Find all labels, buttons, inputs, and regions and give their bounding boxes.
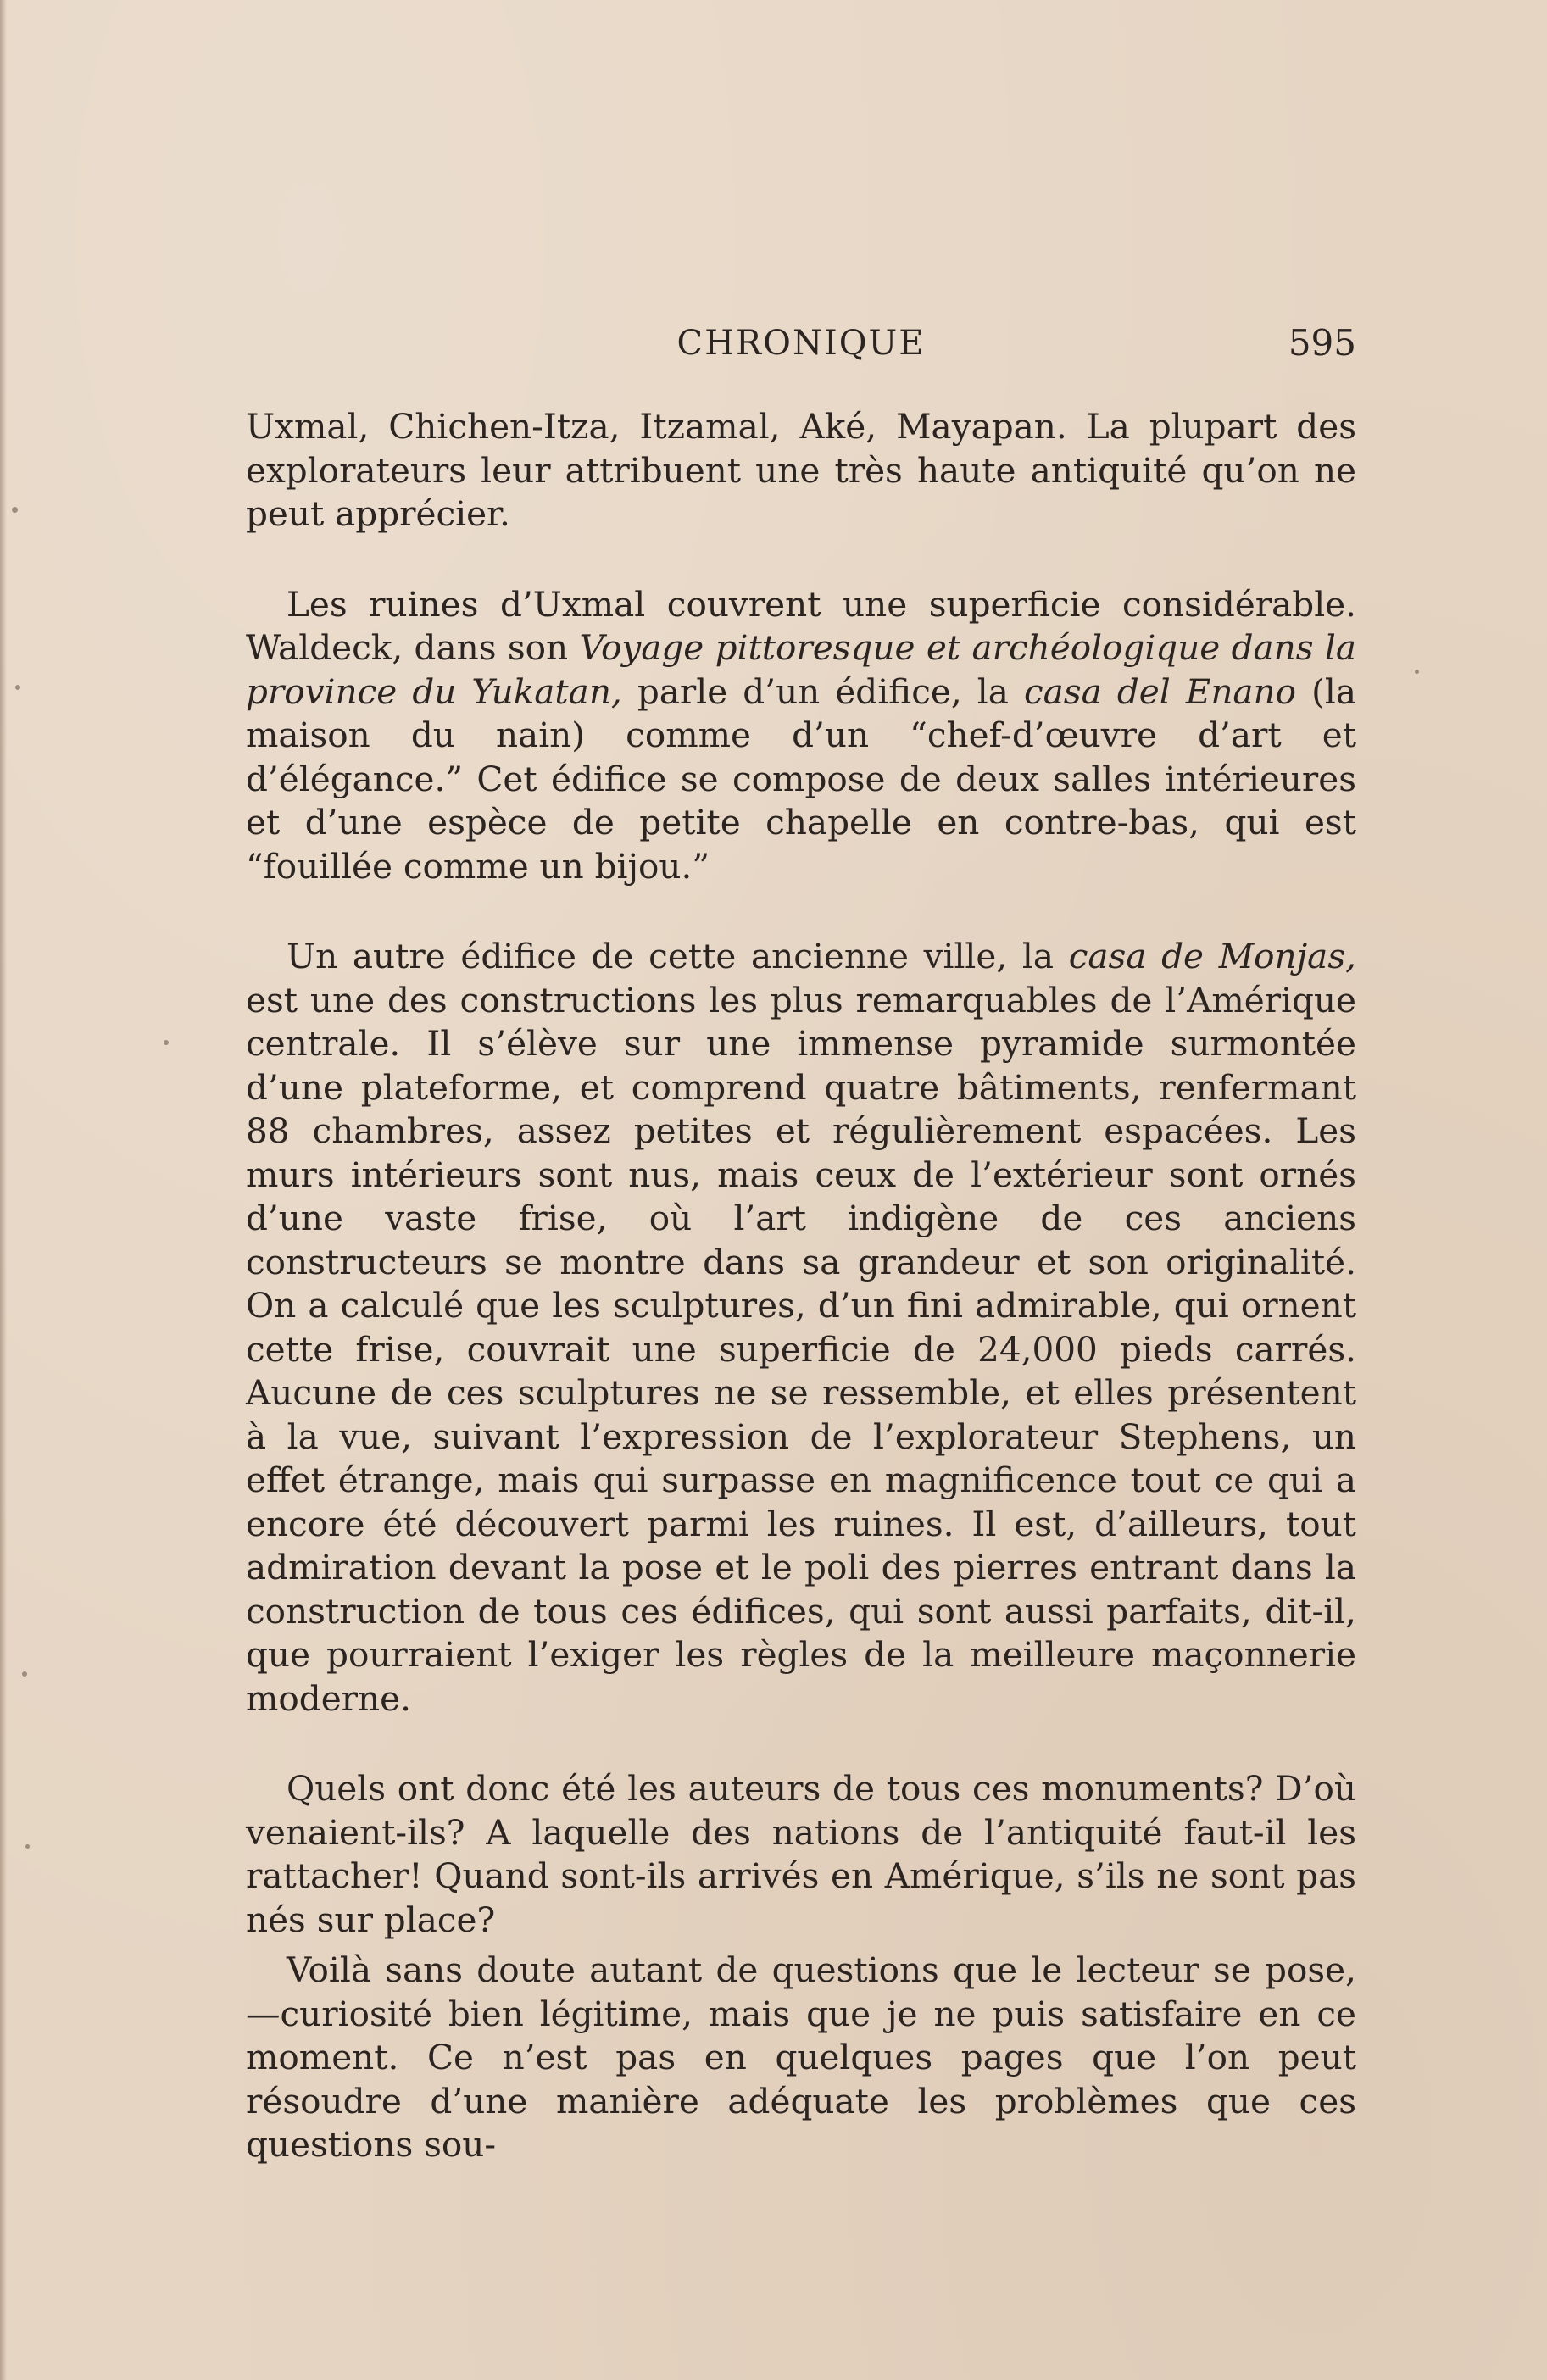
- page-binding-edge: [0, 0, 7, 2380]
- paragraph-3-text-b: est une des constructions les plus remarquables de l’Amérique centrale. Il s’élève sur une immense pyramide surmontée d’une plateforme, et comprend quatre bâtiments, renfermant 88 chambres, assez petites et régulièrement espacées. Les murs intérieurs sont nus, mais ceux de l’extérieur sont ornés d’une vaste frise, où l’art indigène de ces anciens constructeurs se montre dans sa grandeur et son originalité. On a calculé que les sculptures, d’un fini admirable, qui ornent cette frise, couvrait une superficie de 24,000 pieds carrés. Aucune de ces sculptures ne se ressemble, et elles présentent à la vue, suivant l’expression de l’explorateur Stephens, un effet étrange, mais qui surpasse en magnificence tout ce qui a encore été découvert parmi les ruines. Il est, d’ailleurs, tout admiration devant la pose et le poli des pierres entrant dans la construction de tous ces édifices, qui sont aussi parfaits, dit-il, que pourraient l’exiger les règles de la meilleure maçonnerie moderne.: [246, 979, 1356, 1719]
- paper-speck: [164, 1040, 169, 1045]
- casa-del-enano-italic: casa del Enano: [1023, 670, 1297, 712]
- paragraph-2-text-b: parle d’un édifice, la: [621, 670, 1024, 712]
- paragraph-4: Quels ont donc été les auteurs de tous ces monuments? D’où venaient-ils? A laquelle des nations de l’antiquité faut-il les rattacher! Quand sont-ils arrivés en Amérique, s’ils ne sont pas nés sur place?: [246, 1768, 1356, 1940]
- paper-speck: [15, 685, 20, 690]
- running-head: CHRONIQUE: [676, 324, 926, 363]
- casa-de-monjas-italic: casa de Monjas,: [1068, 936, 1356, 976]
- book-title-italic: Voyage pittoresque et archéologique dans la province du Yukatan,: [246, 627, 1356, 712]
- paragraph-5: Voilà sans doute autant de questions que le lecteur se pose,—curiosité bien légitime, mais que je ne puis satisfaire en ce moment. Ce n’est pas en quelques pages que l’on peut résoudre d’une manière adéquate les problèmes que ces questions sou-: [246, 1949, 1356, 2165]
- paragraph-2: [246, 583, 1356, 889]
- page-number: 595: [1288, 322, 1356, 364]
- paragraph-3: [246, 935, 1356, 1721]
- paragraph-3-text-a: Un autre édifice de cette ancienne ville, la: [287, 936, 1069, 976]
- paragraph-2-text-a: Les ruines d’Uxmal couvrent une superficie considérable. Waldeck, dans son: [246, 583, 1356, 668]
- paragraph-2-text-c: (la maison du nain) comme d’un “chef-d’œuvre d’art et d’élégance.” Cet édifice se compose de deux salles intérieures et d’une espèce de petite chapelle en contre-bas, qui est “fouillée comme un bijou.”: [246, 670, 1356, 887]
- paragraph-1: Uxmal, Chichen-Itza, Itzamal, Aké, Mayapan. La plupart des explorateurs leur attribuent une très haute antiquité qu’on ne peut apprécier.: [246, 406, 1356, 534]
- paper-speck: [12, 507, 18, 513]
- body-text: [246, 405, 1356, 2167]
- paper-speck: [1415, 670, 1419, 674]
- paper-speck: [25, 1844, 30, 1849]
- page-header: [246, 318, 1356, 369]
- paper-speck: [22, 1671, 27, 1677]
